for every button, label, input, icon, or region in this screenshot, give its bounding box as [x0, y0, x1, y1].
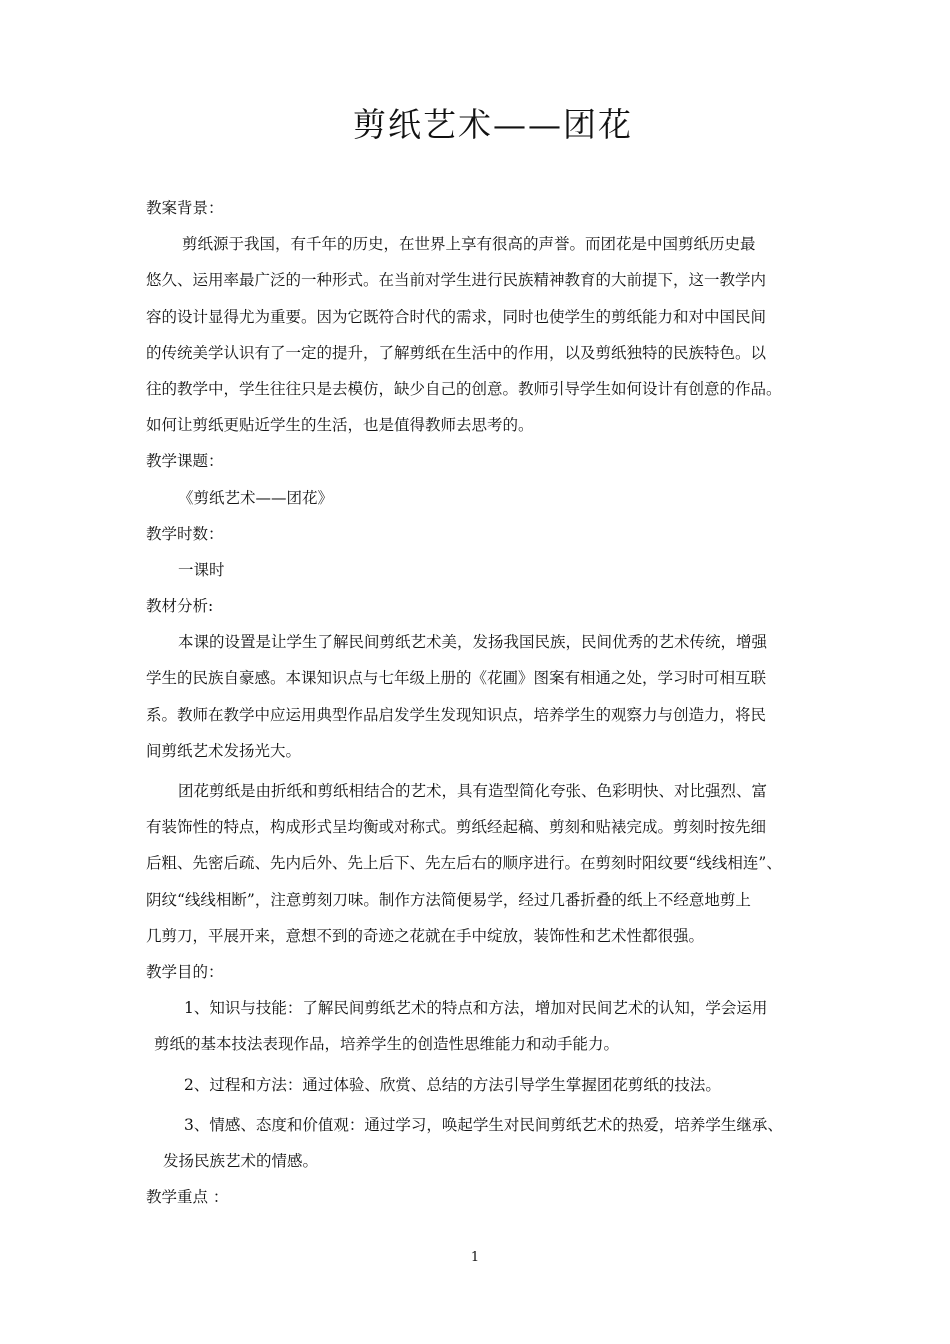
goal-line: 剪纸的基本技法表现作品，培养学生的创造性思维能力和动手能力。 [154, 1035, 620, 1054]
analysis-line: 间剪纸艺术发扬光大。 [146, 741, 302, 760]
analysis-line: 系。教师在教学中应运用典型作品启发学生发现知识点，培养学生的观察力与创造力，将民 [146, 705, 767, 724]
topic-value: 《剪纸艺术——团花》 [178, 488, 334, 507]
background-line: 剪纸源于我国，有千年的历史，在世界上享有很高的声誉。而团花是中国剪纸历史最 [182, 235, 756, 254]
analysis-line: 学生的民族自豪感。本课知识点与七年级上册的《花圃》图案有相通之处，学习时可相互联 [146, 669, 767, 688]
goal-line: 发扬民族艺术的情感。 [163, 1151, 319, 1170]
analysis-line: 团花剪纸是由折纸和剪纸相结合的艺术，具有造型简化夸张、色彩明快、对比强烈、富 [178, 782, 768, 800]
background-line: 往的教学中，学生往往只是去模仿，缺少自己的创意。教师引导学生如何设计有创意的作品。 [146, 379, 782, 398]
document-body [146, 190, 810, 1215]
background-line: 如何让剪纸更贴近学生的生活，也是值得教师去思考的。 [146, 416, 534, 435]
analysis-line: 几剪刀，平展开来，意想不到的奇迹之花就在手中绽放，装饰性和艺术性都很强。 [146, 926, 705, 945]
analysis-line: 阴纹“线线相断”，注意剪刻刀味。制作方法简便易学，经过几番折叠的纸上不经意地剪上 [146, 890, 751, 909]
keypoints-heading: 教学重点 ： [146, 1188, 229, 1207]
topic-heading: 教学课题： [146, 452, 224, 471]
goals-heading: 教学目的： [146, 962, 224, 981]
background-heading: 教案背景： [146, 199, 224, 217]
goal-line: 3、情感、态度和价值观：通过学习，唤起学生对民间剪纸艺术的热爱，培养学生继承、 [184, 1115, 783, 1134]
page-number: 1 [470, 1250, 480, 1265]
background-line: 的传统美学认识有了一定的提升，了解剪纸在生活中的作用，以及剪纸独特的民族特色。以 [146, 343, 767, 362]
analysis-line: 有装饰性的特点，构成形式呈均衡或对称式。剪纸经起稿、剪刻和贴裱完成。剪刻时按先细 [146, 818, 767, 837]
document-title: 剪纸艺术——团花 [353, 105, 633, 144]
analysis-line: 后粗、先密后疏、先内后外、先上后下、先左后右的顺序进行。在剪刻时阳纹要“线线相连”、 [146, 854, 782, 873]
analysis-line: 本课的设置是让学生了解民间剪纸艺术美，发扬我国民族，民间优秀的艺术传统，增强 [178, 633, 768, 652]
analysis-heading: 教材分析: [146, 597, 214, 616]
hours-value: 一课时 [178, 560, 225, 579]
background-line: 容的设计显得尤为重要。因为它既符合时代的需求，同时也使学生的剪纸能力和对中国民间 [146, 307, 767, 326]
hours-heading: 教学时数： [146, 524, 224, 543]
goal-line: 2、过程和方法：通过体验、欣赏、总结的方法引导学生掌握团花剪纸的技法。 [184, 1075, 721, 1094]
background-line: 悠久、运用率最广泛的一种形式。在当前对学生进行民族精神教育的大前提下，这一教学内 [146, 271, 767, 290]
goal-line: 1、知识与技能：了解民间剪纸艺术的特点和方法，增加对民间艺术的认知，学会运用 [184, 999, 768, 1018]
